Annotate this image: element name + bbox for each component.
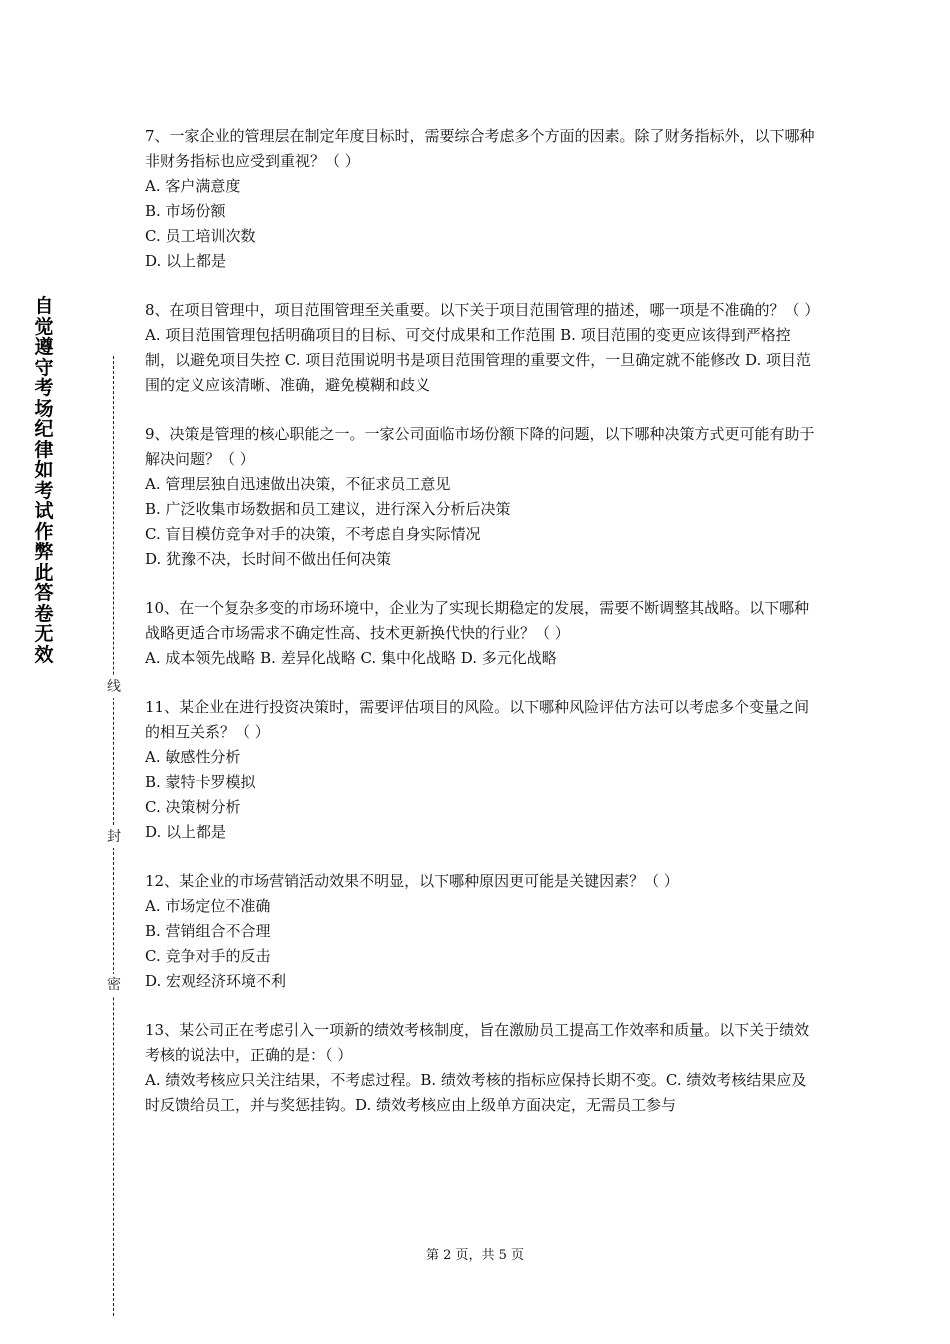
- warning-char: 纪: [34, 418, 54, 440]
- option-a: A. 管理层独自迅速做出决策，不征求员工意见: [145, 475, 451, 493]
- question-stem: 9、决策是管理的核心职能之一。一家公司面临市场份额下降的问题，以下哪种决策方式更可能有助于解决问题？（ ）: [145, 425, 815, 468]
- option-a: A. 市场定位不准确: [145, 897, 271, 915]
- warning-char: 如: [34, 459, 54, 481]
- option-c: C. 盲目模仿竞争对手的决策，不考虑自身实际情况: [145, 525, 481, 543]
- exam-discipline-warning: [30, 296, 58, 665]
- question-stem: 12、某企业的市场营销活动效果不明显，以下哪种原因更可能是关键因素？（ ）: [145, 872, 679, 890]
- question-10: [145, 596, 815, 671]
- question-7: [145, 124, 815, 274]
- option-b: B. 市场份额: [145, 202, 226, 220]
- page-number: 第 2 页，共 5 页: [425, 1248, 525, 1263]
- warning-char: 觉: [34, 315, 54, 338]
- question-stem: 11、某企业在进行投资决策时，需要评估项目的风险。以下哪种风险评估方法可以考虑多个变量之间的相互关系？（ ）: [145, 698, 810, 741]
- warning-char: 效: [34, 643, 54, 666]
- warning-char: 自: [34, 295, 54, 317]
- question-stem: 8、在项目管理中，项目范围管理至关重要。以下关于项目范围管理的描述，哪一项是不准确的？（ ）: [145, 301, 820, 319]
- warning-char: 考: [34, 479, 54, 502]
- warning-char: 答: [34, 582, 54, 604]
- warning-char: 卷: [34, 602, 54, 625]
- binding-mark-seal: 封: [104, 826, 124, 848]
- option-d: D. 宏观经济环境不利: [145, 972, 287, 990]
- warning-char: 无: [34, 623, 54, 645]
- option-d: D. 以上都是: [145, 823, 227, 841]
- option-a: A. 敏感性分析: [145, 748, 241, 766]
- options-inline: A. 项目范围管理包括明确项目的目标、可交付成果和工作范围 B. 项目范围的变更应该得到严格控制，以避免项目失控 C. 项目范围说明书是项目范围管理的重要文件，一旦确定就不能修改 D. 项目范围的定义应该清晰、准确，避免模糊和歧义: [145, 326, 812, 394]
- warning-char: 试: [34, 500, 54, 522]
- question-stem: 7、一家企业的管理层在制定年度目标时，需要综合考虑多个方面的因素。除了财务指标外，以下哪种非财务指标也应受到重视？（ ）: [145, 127, 815, 170]
- option-a: A. 客户满意度: [145, 177, 241, 195]
- question-9: [145, 422, 815, 572]
- option-d: D. 以上都是: [145, 252, 227, 270]
- binding-mark-line: 线: [104, 676, 124, 698]
- question-12: [145, 869, 815, 994]
- question-13: [145, 1018, 815, 1118]
- option-b: B. 广泛收集市场数据和员工建议，进行深入分析后决策: [145, 500, 511, 518]
- warning-char: 律: [34, 438, 54, 461]
- option-b: B. 营销组合不合理: [145, 922, 271, 940]
- question-stem: 13、某公司正在考虑引入一项新的绩效考核制度，旨在激励员工提高工作效率和质量。以下关于绩效考核的说法中，正确的是：（ ）: [145, 1021, 810, 1064]
- option-c: C. 员工培训次数: [145, 227, 256, 245]
- warning-char: 守: [34, 356, 54, 379]
- option-b: B. 蒙特卡罗模拟: [145, 773, 256, 791]
- warning-char: 考: [34, 377, 54, 399]
- warning-char: 作: [34, 520, 54, 543]
- binding-mark-secret: 密: [104, 974, 124, 996]
- question-list: [145, 124, 820, 1142]
- question-11: [145, 695, 815, 845]
- question-stem: 10、在一个复杂多变的市场环境中，企业为了实现长期稳定的发展，需要不断调整其战略。以下哪种战略更适合市场需求不确定性高、技术更新换代快的行业？（ ）: [145, 599, 810, 642]
- options-inline: A. 绩效考核应只关注结果，不考虑过程。B. 绩效考核的指标应保持长期不变。C. 绩效考核结果应及时反馈给员工，并与奖惩挂钩。D. 绩效考核应由上级单方面决定，无需员工参与: [145, 1071, 807, 1114]
- warning-char: 遵: [34, 336, 54, 358]
- warning-char: 场: [34, 397, 54, 420]
- option-d: D. 犹豫不决，长时间不做出任何决策: [145, 550, 392, 568]
- option-c: C. 竞争对手的反击: [145, 947, 271, 965]
- question-8: [145, 298, 820, 398]
- option-c: C. 决策树分析: [145, 798, 241, 816]
- warning-char: 此: [34, 561, 54, 584]
- warning-char: 弊: [34, 541, 54, 563]
- options-inline: A. 成本领先战略 B. 差异化战略 C. 集中化战略 D. 多元化战略: [145, 649, 557, 667]
